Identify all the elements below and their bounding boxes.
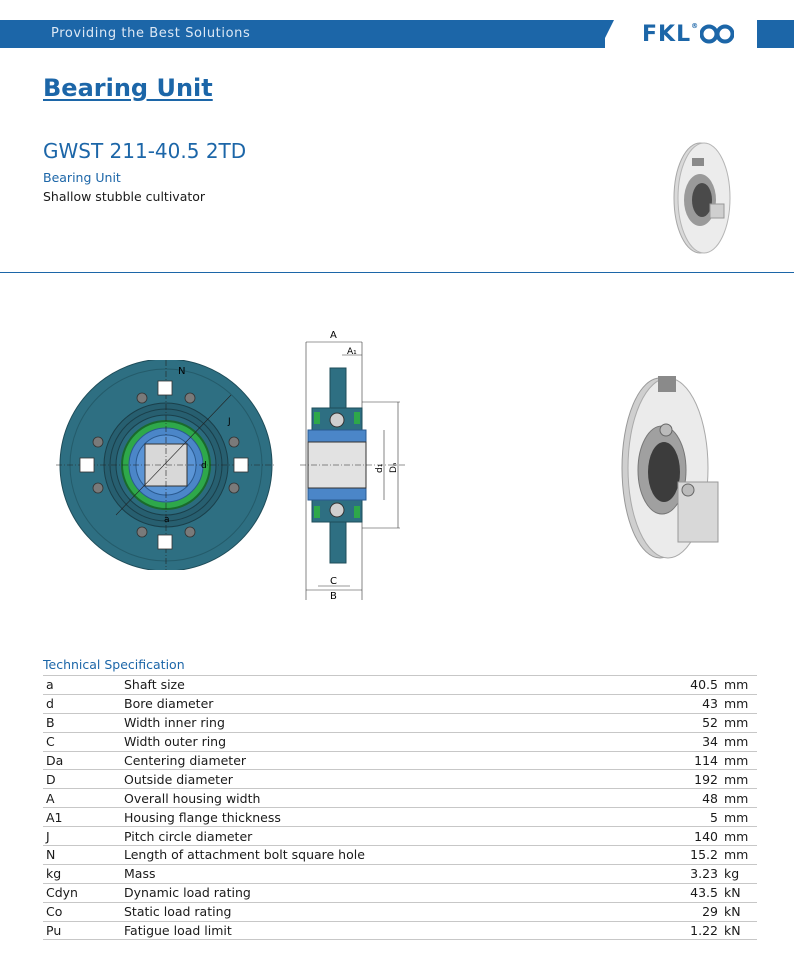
spec-row bbox=[43, 864, 757, 883]
spec-value: 5 bbox=[710, 809, 718, 825]
spec-row bbox=[43, 751, 757, 770]
spec-description: Static load rating bbox=[124, 904, 232, 920]
spec-symbol: Co bbox=[46, 904, 63, 920]
spec-row bbox=[43, 770, 757, 789]
spec-symbol: kg bbox=[46, 866, 62, 882]
spec-symbol: Da bbox=[46, 753, 64, 768]
label-A: A bbox=[330, 330, 337, 341]
spec-symbol: a bbox=[46, 677, 54, 693]
product-name: GWST 211-40.5 2TD bbox=[43, 139, 247, 163]
registered-mark-icon: ® bbox=[691, 22, 700, 30]
spec-unit: mm bbox=[724, 790, 749, 806]
product-thumbnail-image bbox=[660, 138, 742, 258]
header-bar bbox=[0, 20, 794, 48]
spec-description: Bore diameter bbox=[124, 696, 214, 712]
spec-unit: mm bbox=[724, 715, 749, 731]
spec-symbol: A bbox=[46, 790, 55, 806]
spec-description: Dynamic load rating bbox=[124, 885, 251, 901]
spec-unit: mm bbox=[724, 734, 749, 750]
label-A1: A₁ bbox=[347, 347, 357, 357]
label-d: d bbox=[201, 461, 207, 471]
spec-unit: kN bbox=[724, 885, 741, 901]
spec-row bbox=[43, 883, 757, 902]
spec-row bbox=[43, 808, 757, 827]
spec-symbol: D bbox=[46, 771, 56, 787]
header-band-right bbox=[757, 20, 794, 48]
spec-value: 48 bbox=[702, 790, 718, 806]
spec-heading: Technical Specification bbox=[43, 657, 185, 672]
logo-text: FKL bbox=[642, 22, 692, 47]
spec-row bbox=[43, 827, 757, 846]
spec-symbol: A1 bbox=[46, 809, 63, 825]
label-N: N bbox=[178, 366, 186, 377]
spec-symbol: B bbox=[46, 715, 55, 731]
spec-unit: mm bbox=[724, 847, 749, 863]
front-view-drawing bbox=[56, 360, 276, 570]
spec-description: Mass bbox=[124, 866, 156, 882]
logo-infinity-icon bbox=[700, 24, 734, 44]
document-title: Bearing Unit bbox=[43, 74, 213, 102]
spec-value: 29 bbox=[702, 904, 718, 920]
spec-table bbox=[43, 675, 757, 940]
header-tagline: Providing the Best Solutions bbox=[51, 26, 251, 41]
spec-value: 1.22 bbox=[690, 923, 718, 939]
spec-description: Centering diameter bbox=[124, 753, 247, 768]
spec-value: 43.5 bbox=[690, 885, 718, 901]
label-B: B bbox=[330, 591, 337, 602]
spec-value: 34 bbox=[702, 734, 718, 750]
spec-description: Width inner ring bbox=[124, 715, 225, 731]
spec-description: Overall housing width bbox=[124, 790, 261, 806]
spec-value: 3.23 bbox=[690, 866, 718, 882]
cross-section-drawing bbox=[300, 328, 410, 603]
spec-description: Pitch circle diameter bbox=[124, 828, 253, 844]
product-type: Bearing Unit bbox=[43, 170, 121, 185]
section-divider bbox=[0, 272, 794, 273]
spec-value: 192 bbox=[694, 771, 718, 787]
spec-description: Length of attachment bolt square hole bbox=[124, 847, 365, 863]
product-render-image bbox=[608, 372, 724, 564]
spec-description: Shaft size bbox=[124, 677, 185, 693]
spec-row bbox=[43, 902, 757, 921]
spec-unit: kN bbox=[724, 904, 741, 920]
header-slant bbox=[600, 20, 614, 48]
spec-description: Width outer ring bbox=[124, 734, 227, 750]
spec-description: Fatigue load limit bbox=[124, 923, 232, 939]
spec-row bbox=[43, 713, 757, 732]
spec-unit: kN bbox=[724, 923, 741, 939]
spec-description: Outside diameter bbox=[124, 771, 233, 787]
spec-row bbox=[43, 789, 757, 808]
spec-unit: mm bbox=[724, 753, 749, 768]
spec-row bbox=[43, 676, 757, 695]
spec-unit: mm bbox=[724, 696, 749, 712]
label-Da: Dₐ bbox=[389, 462, 399, 473]
spec-unit: mm bbox=[724, 677, 749, 693]
spec-value: 140 bbox=[694, 828, 718, 844]
spec-symbol: Pu bbox=[46, 923, 62, 939]
spec-value: 52 bbox=[702, 715, 718, 731]
spec-symbol: Cdyn bbox=[46, 885, 78, 901]
spec-unit: mm bbox=[724, 809, 749, 825]
label-d1: d₁ bbox=[375, 463, 385, 473]
spec-unit: mm bbox=[724, 771, 749, 787]
spec-value: 40.5 bbox=[690, 677, 718, 693]
spec-symbol: C bbox=[46, 734, 55, 750]
spec-description: Housing flange thickness bbox=[124, 809, 281, 825]
spec-unit: kg bbox=[724, 866, 740, 882]
label-C: C bbox=[330, 576, 337, 587]
spec-value: 114 bbox=[694, 753, 718, 768]
fkl-logo bbox=[642, 22, 734, 47]
label-a: a bbox=[164, 515, 170, 525]
spec-symbol: N bbox=[46, 847, 56, 863]
spec-row bbox=[43, 732, 757, 751]
label-J: J bbox=[228, 417, 231, 427]
spec-value: 43 bbox=[702, 696, 718, 712]
spec-symbol: J bbox=[46, 828, 50, 844]
spec-value: 15.2 bbox=[690, 847, 718, 863]
spec-unit: mm bbox=[724, 828, 749, 844]
spec-row bbox=[43, 921, 757, 940]
spec-row bbox=[43, 694, 757, 713]
product-application: Shallow stubble cultivator bbox=[43, 189, 206, 204]
spec-row bbox=[43, 846, 757, 865]
spec-symbol: d bbox=[46, 696, 54, 712]
